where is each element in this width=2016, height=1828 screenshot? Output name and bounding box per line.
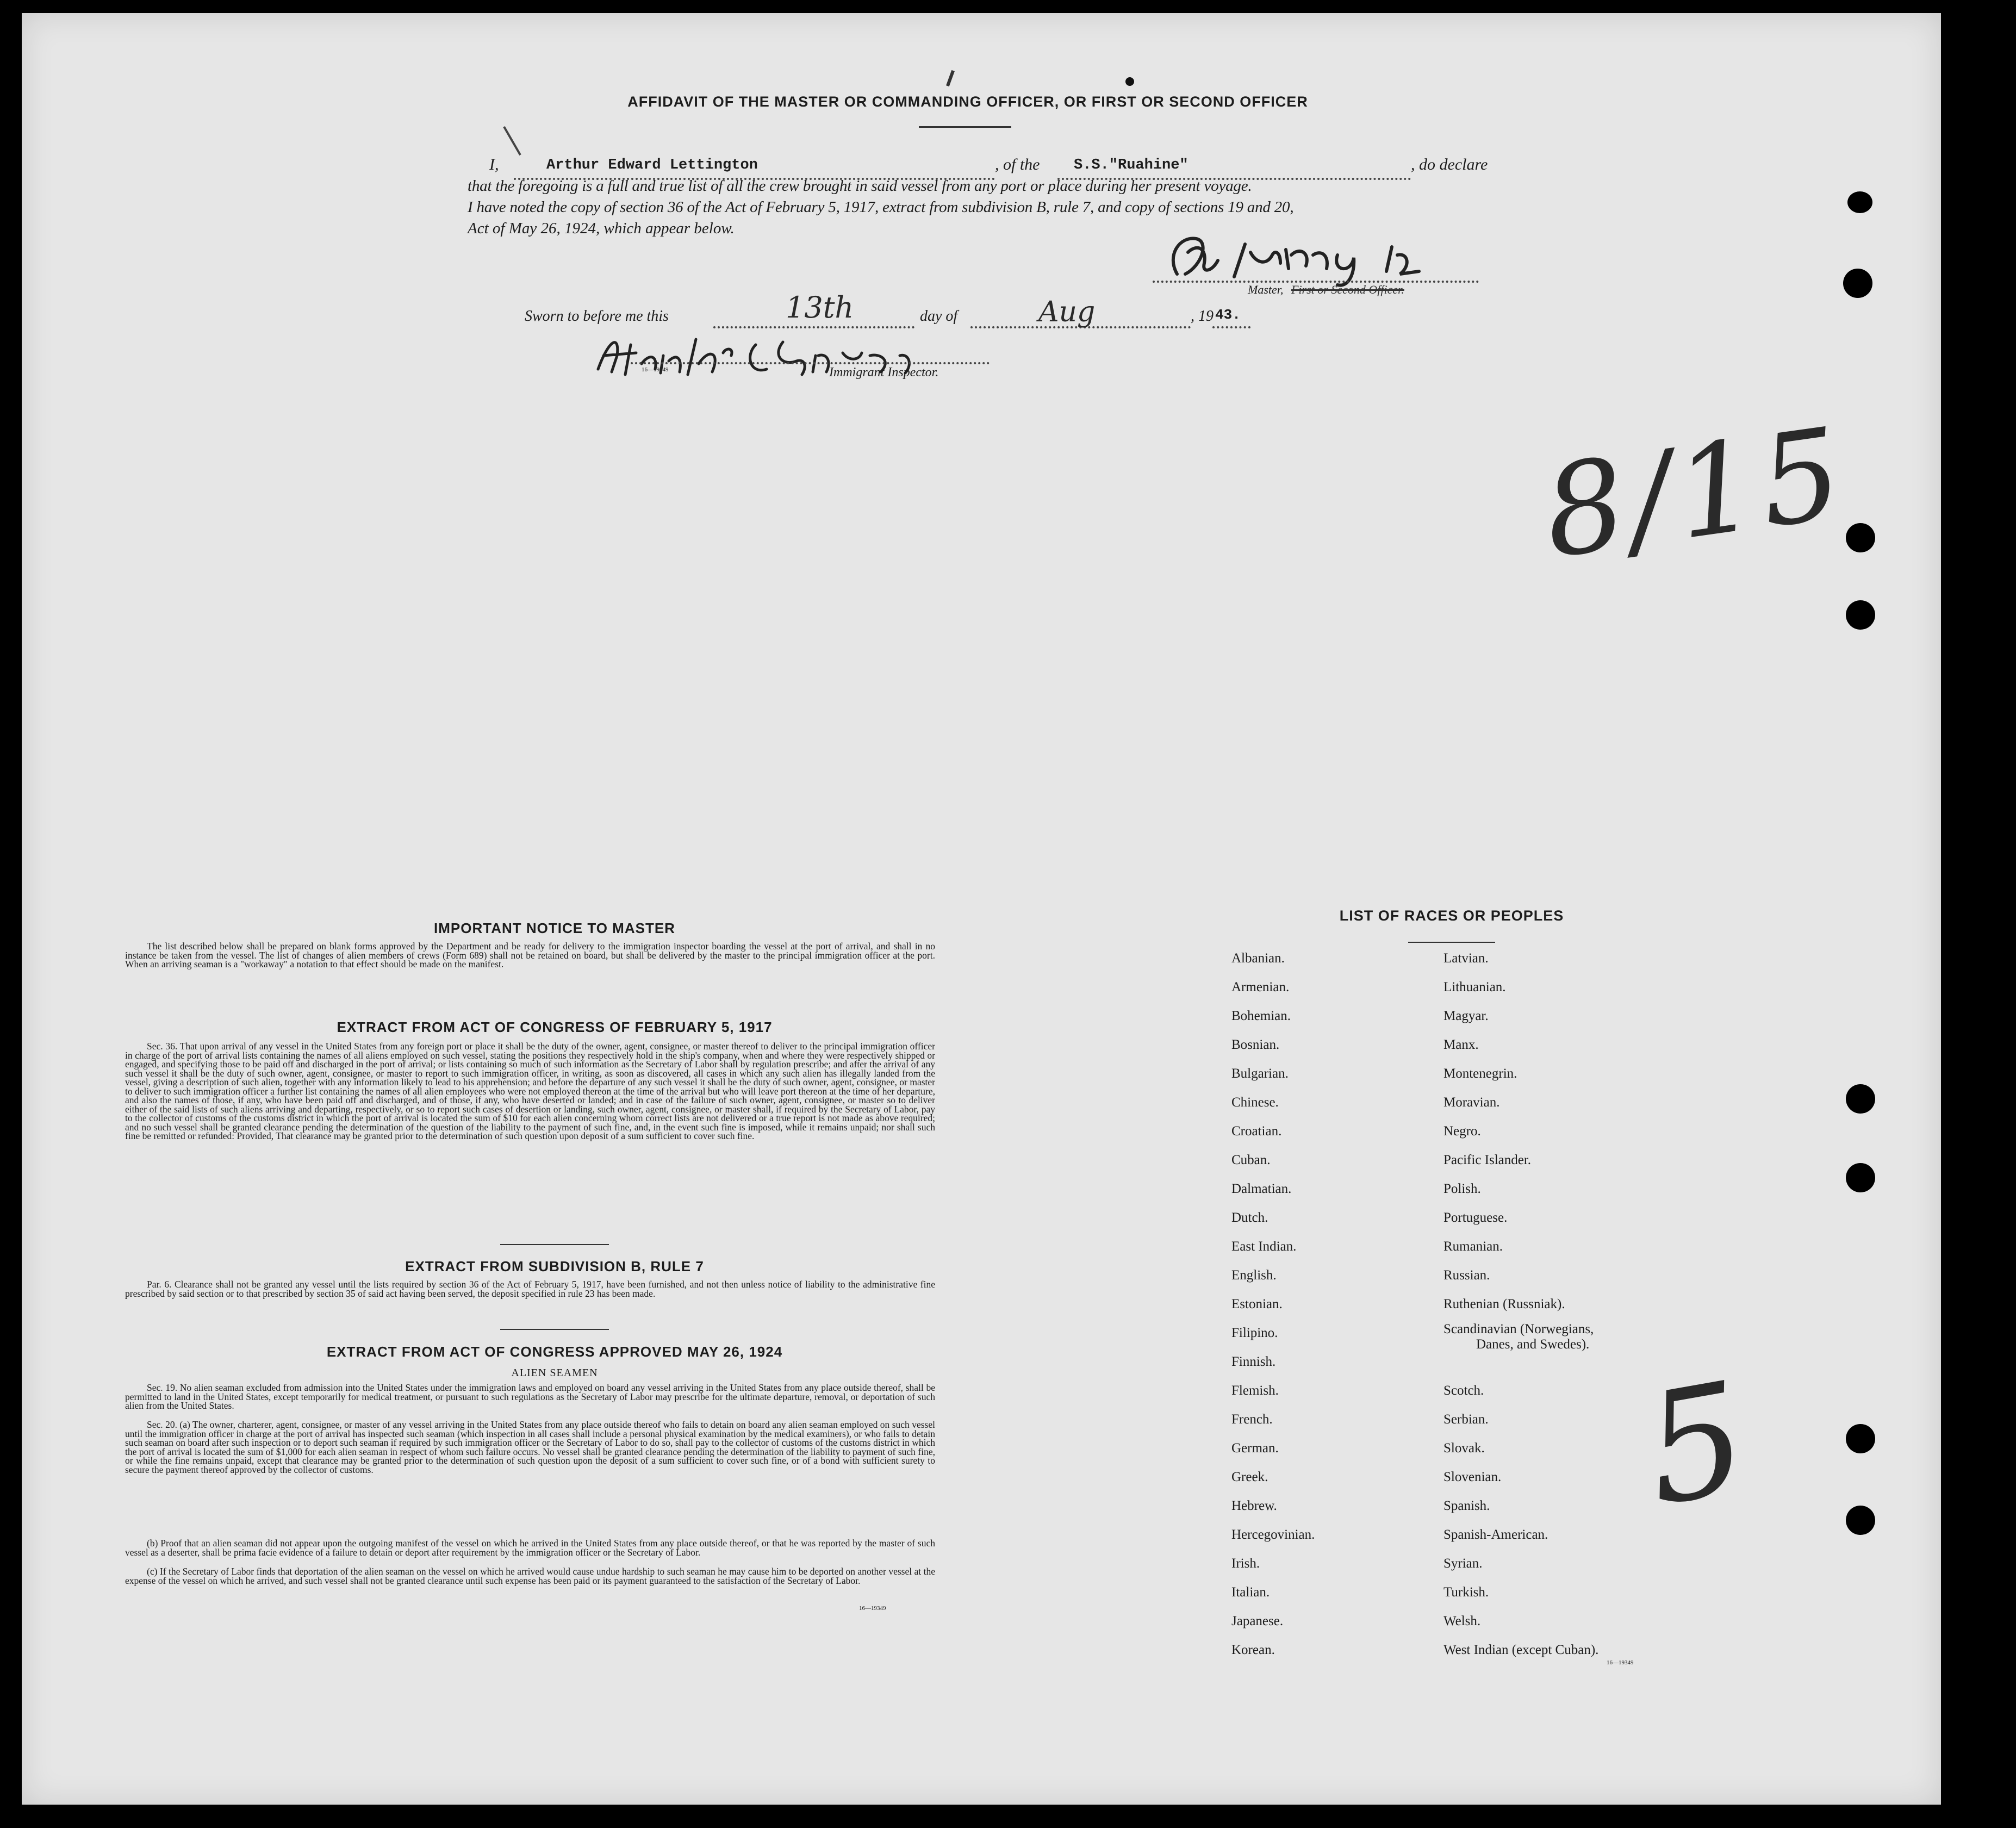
affidavit-i-label: I, <box>489 156 499 173</box>
master-name-field: Arthur Edward Lettington <box>546 157 758 173</box>
race-item: Chinese. <box>1231 1095 1279 1110</box>
race-item: Moravian. <box>1443 1095 1500 1110</box>
race-item: Japanese. <box>1231 1614 1284 1628</box>
affidavit-line-4: Act of May 26, 1924, which appear below. <box>468 220 735 237</box>
race-item: Bosnian. <box>1231 1037 1280 1052</box>
race-item: East Indian. <box>1231 1239 1297 1254</box>
inspector-signature-line <box>631 362 990 364</box>
alien-seamen-subtitle: ALIEN SEAMEN <box>511 1367 598 1379</box>
affidavit-title: AFFIDAVIT OF THE MASTER OR COMMANDING OFFICER, OR FIRST OR SECOND OFFICER <box>627 94 1308 110</box>
extract-form-number: 16—19349 <box>859 1605 886 1612</box>
punch-hole <box>1846 1084 1875 1114</box>
month-handwritten: Aug <box>1038 296 1096 328</box>
sworn-label: Sworn to before me this <box>525 308 669 325</box>
subdivision-title: EXTRACT FROM SUBDIVISION B, RULE 7 <box>405 1258 704 1274</box>
race-item: Scandinavian (Norwegians, <box>1443 1322 1594 1336</box>
extract-1917-text: Sec. 36. That upon arrival of any vessel in the United States from any foreign port or place it shall be the duty of the owner, agent, consignee, or master thereof to deliver to the principal immigration officer in charge of the port of arrival lists containing the names of all aliens employed on such vessel, stating the positions they respectively hold in the ship's company, when and where they were respectively shipped or engaged, and specifying those to be paid off and discharged in the port of arrival; or lists containing so much of such information as the Secretary of Labor shall by regulation prescribe; and after the arrival of any such vessel it shall be the duty of such owner, agent, consignee, or master to report to such immigration officer, in writing, as soon as discovered, all cases in which any such alien has illegally landed from the vessel, giving a description of such alien, together with any information likely to lead to his apprehension; and before the departure of any such vessel it shall be the duty of such owner, agent, consignee, or master to deliver to such immigration officer a further list containing the names of all alien employees who were not employed thereon at the time of the arrival but who will leave port thereon at the time of her departure, and also the names of those, if any, who have been paid off and discharged, and of those, if any, who have deserted or landed; and in case of the failure of such owner, agent, consignee, or master so to deliver either of the said lists of such aliens arriving and departing, respectively, or so to report such cases of desertion or landing, such owner, agent, consignee, or master shall, if required by the Secretary of Labor, pay to the collector of customs of the customs district in which the port of arrival is located the sum of $10 for each alien concerning whom correct lists are not delivered or a true report is not made as above required; and no such vessel shall be granted clearance pending the determination of the question of the liability to the payment of such fine, and, in the event such fine is imposed, while it remains unpaid; nor shall such fine be remitted or refunded: Provided, That clearance may be granted prior to the determination of such question upon deposit of a sum sufficient to cover such fine. <box>125 1041 935 1141</box>
race-item: Latvian. <box>1443 951 1489 966</box>
handwritten-date-note: 8/15 <box>1535 400 1856 587</box>
race-item: Albanian. <box>1231 951 1285 966</box>
race-item: Cuban. <box>1231 1153 1271 1167</box>
race-item: Slovenian. <box>1443 1470 1502 1484</box>
race-item: Estonian. <box>1231 1297 1283 1311</box>
race-item: Greek. <box>1231 1470 1268 1484</box>
punch-hole <box>1847 191 1872 213</box>
race-item: Turkish. <box>1443 1585 1489 1600</box>
race-item: Magyar. <box>1443 1009 1489 1023</box>
race-item: Hercegovinian. <box>1231 1527 1315 1542</box>
affidavit-line-2: that the foregoing is a full and true list of all the crew brought in said vessel from any port or place during her present voyage. <box>468 177 1252 195</box>
race-item: Flemish. <box>1231 1383 1279 1398</box>
ink-mark <box>1125 77 1134 86</box>
master-label: Master, <box>1248 283 1284 296</box>
vessel-name-field: S.S."Ruahine" <box>1074 157 1189 173</box>
race-item: Spanish-American. <box>1443 1527 1548 1542</box>
section-20c-text: (c) If the Secretary of Labor finds that deportation of the alien seaman on the vessel on which he arrived would cause undue hardship to such seaman he may cause him to be deported on another vessel at the expense of the vessel on which he arrived, and such vessel shall not be granted clearance until such expense has been paid or its payment guaranteed to the satisfaction of the Secretary of Labor. <box>125 1566 935 1586</box>
race-item: English. <box>1231 1268 1277 1283</box>
race-item: Spanish. <box>1443 1499 1490 1513</box>
section-20b-text: (b) Proof that an alien seaman did not appear upon the outgoing manifest of the vessel on which he arrived in the United States from any place outside thereof, or that he was reported by the master of such vessel as a deserter, shall be prima facie evidence of a failure to detain or deport after requirement by the immigration officer or the Secretary of Labor. <box>125 1538 935 1558</box>
race-item: Russian. <box>1443 1268 1490 1283</box>
notice-title: IMPORTANT NOTICE TO MASTER <box>434 920 675 936</box>
race-item: Welsh. <box>1443 1614 1481 1628</box>
punch-hole <box>1846 1506 1875 1535</box>
day-of-label: day of <box>920 308 958 325</box>
handwritten-number-note: 5 <box>1633 1349 1759 1540</box>
race-item: Serbian. <box>1443 1412 1489 1427</box>
race-item: Finnish. <box>1231 1354 1276 1369</box>
master-struck-title: First or Second Officer. <box>1291 283 1404 296</box>
document-page <box>22 13 1941 1805</box>
section-divider <box>500 1329 609 1330</box>
race-item: Scotch. <box>1443 1383 1484 1398</box>
do-declare-label: , do declare <box>1411 156 1488 173</box>
race-item: Italian. <box>1231 1585 1270 1600</box>
punch-hole <box>1846 1163 1875 1192</box>
ink-mark <box>503 126 521 156</box>
notice-text: The list described below shall be prepared on blank forms approved by the Department and be ready for delivery to the immigration inspector boarding the vessel at the port of arrival, and shall in no instance be taken from the vessel. The list of changes of alien members of crews (Form 689) shall not be retained on board, but shall be delivered by the master to the principal immigration officer at the port. When an arriving seaman is a "workaway" a notation to that effect should be made on the manifest. <box>125 941 935 969</box>
race-item: Dutch. <box>1231 1210 1268 1225</box>
race-item: Korean. <box>1231 1643 1275 1657</box>
race-item: Bohemian. <box>1231 1009 1291 1023</box>
races-title: LIST OF RACES OR PEOPLES <box>1339 907 1564 924</box>
title-divider <box>919 126 1011 128</box>
race-item: Montenegrin. <box>1443 1066 1517 1081</box>
section-divider <box>500 1244 609 1245</box>
year-prefix-label: , 19 <box>1191 308 1214 325</box>
day-handwritten: 13th <box>786 290 854 325</box>
subdivision-text: Par. 6. Clearance shall not be granted any vessel until the lists required by section 36 of the Act of February 5, 1917, have been furnished, and not then unless notice of liability to the administrative fine prescribed by said section or to that prescribed by section 35 of said act having been served, the deposit specified in rule 23 has been made. <box>125 1279 935 1299</box>
year-field: 43. <box>1215 307 1241 323</box>
race-item: Lithuanian. <box>1443 980 1506 994</box>
race-item: Pacific Islander. <box>1443 1153 1532 1167</box>
section-19-text: Sec. 19. No alien seaman excluded from admission into the United States under the immigration laws and employed on board any vessel arriving in the United States from any place outside thereof, shall be permitted to land in the United States, except temporarily for medical treatment, or pursuant to such regulations as the Secretary of Labor may prescribe for the ultimate departure, removal, or deportation of such alien from the United States. <box>125 1382 935 1411</box>
race-item: Armenian. <box>1231 980 1290 994</box>
inspector-form-number: 16—19349 <box>642 366 669 373</box>
extract-1917-title: EXTRACT FROM ACT OF CONGRESS OF FEBRUARY 5, 1917 <box>337 1019 773 1035</box>
section-20a-text: Sec. 20. (a) The owner, charterer, agent, consignee, or master of any vessel arriving in the United States from any place outside thereof who fails to detain on board any alien seaman employed on such vessel until the immigration officer in charge at the port of arrival has inspected such seaman (which inspection in all cases shall include a personal physical examination by the medical examiners), or who fails to detain such seaman on board after such inspection or to deport such seaman if required by such immigration officer or the Secretary of Labor to do so, shall pay to the collector of customs of the customs district in which the port of arrival is located the sum of $1,000 for each alien seaman in respect of whom such failure occurs. No vessel shall be granted clearance pending the determination of the liability to payment of such fine, or while the fine remains unpaid, except that clearance may be granted prior to the determination of such question upon the deposit of a sum sufficient to cover such fine, or of a bond with sufficient surety to secure the payment thereof approved by the collector of customs. <box>125 1419 935 1475</box>
race-item: Hebrew. <box>1231 1499 1277 1513</box>
race-item: French. <box>1231 1412 1273 1427</box>
inspector-label: Immigrant Inspector. <box>829 365 939 380</box>
race-item: Rumanian. <box>1443 1239 1503 1254</box>
ink-mark <box>946 70 955 86</box>
of-the-label: , of the <box>995 156 1040 173</box>
race-item: Manx. <box>1443 1037 1479 1052</box>
races-title-divider <box>1408 942 1495 943</box>
race-item: Polish. <box>1443 1182 1481 1196</box>
race-item: Croatian. <box>1231 1124 1282 1139</box>
race-item: Ruthenian (Russniak). <box>1443 1297 1565 1311</box>
race-item: Filipino. <box>1231 1326 1278 1340</box>
race-item: Negro. <box>1443 1124 1481 1139</box>
race-item: Slovak. <box>1443 1441 1485 1456</box>
race-item: Irish. <box>1231 1556 1260 1571</box>
race-item: Bulgarian. <box>1231 1066 1289 1081</box>
affidavit-line-3: I have noted the copy of section 36 of the Act of February 5, 1917, extract from subdivision B, rule 7, and copy of sections 19 and 20, <box>468 198 1294 216</box>
races-form-number: 16—19349 <box>1607 1659 1634 1666</box>
punch-hole <box>1846 1424 1875 1453</box>
race-item: Danes, and Swedes). <box>1476 1337 1590 1352</box>
punch-hole <box>1846 600 1875 630</box>
race-item: West Indian (except Cuban). <box>1443 1643 1599 1657</box>
race-item: Portuguese. <box>1443 1210 1508 1225</box>
year-underline <box>1212 326 1250 328</box>
race-item: Syrian. <box>1443 1556 1483 1571</box>
extract-1924-title: EXTRACT FROM ACT OF CONGRESS APPROVED MAY 26, 1924 <box>326 1344 783 1360</box>
race-item: German. <box>1231 1441 1279 1456</box>
race-item: Dalmatian. <box>1231 1182 1292 1196</box>
punch-hole <box>1843 269 1872 298</box>
